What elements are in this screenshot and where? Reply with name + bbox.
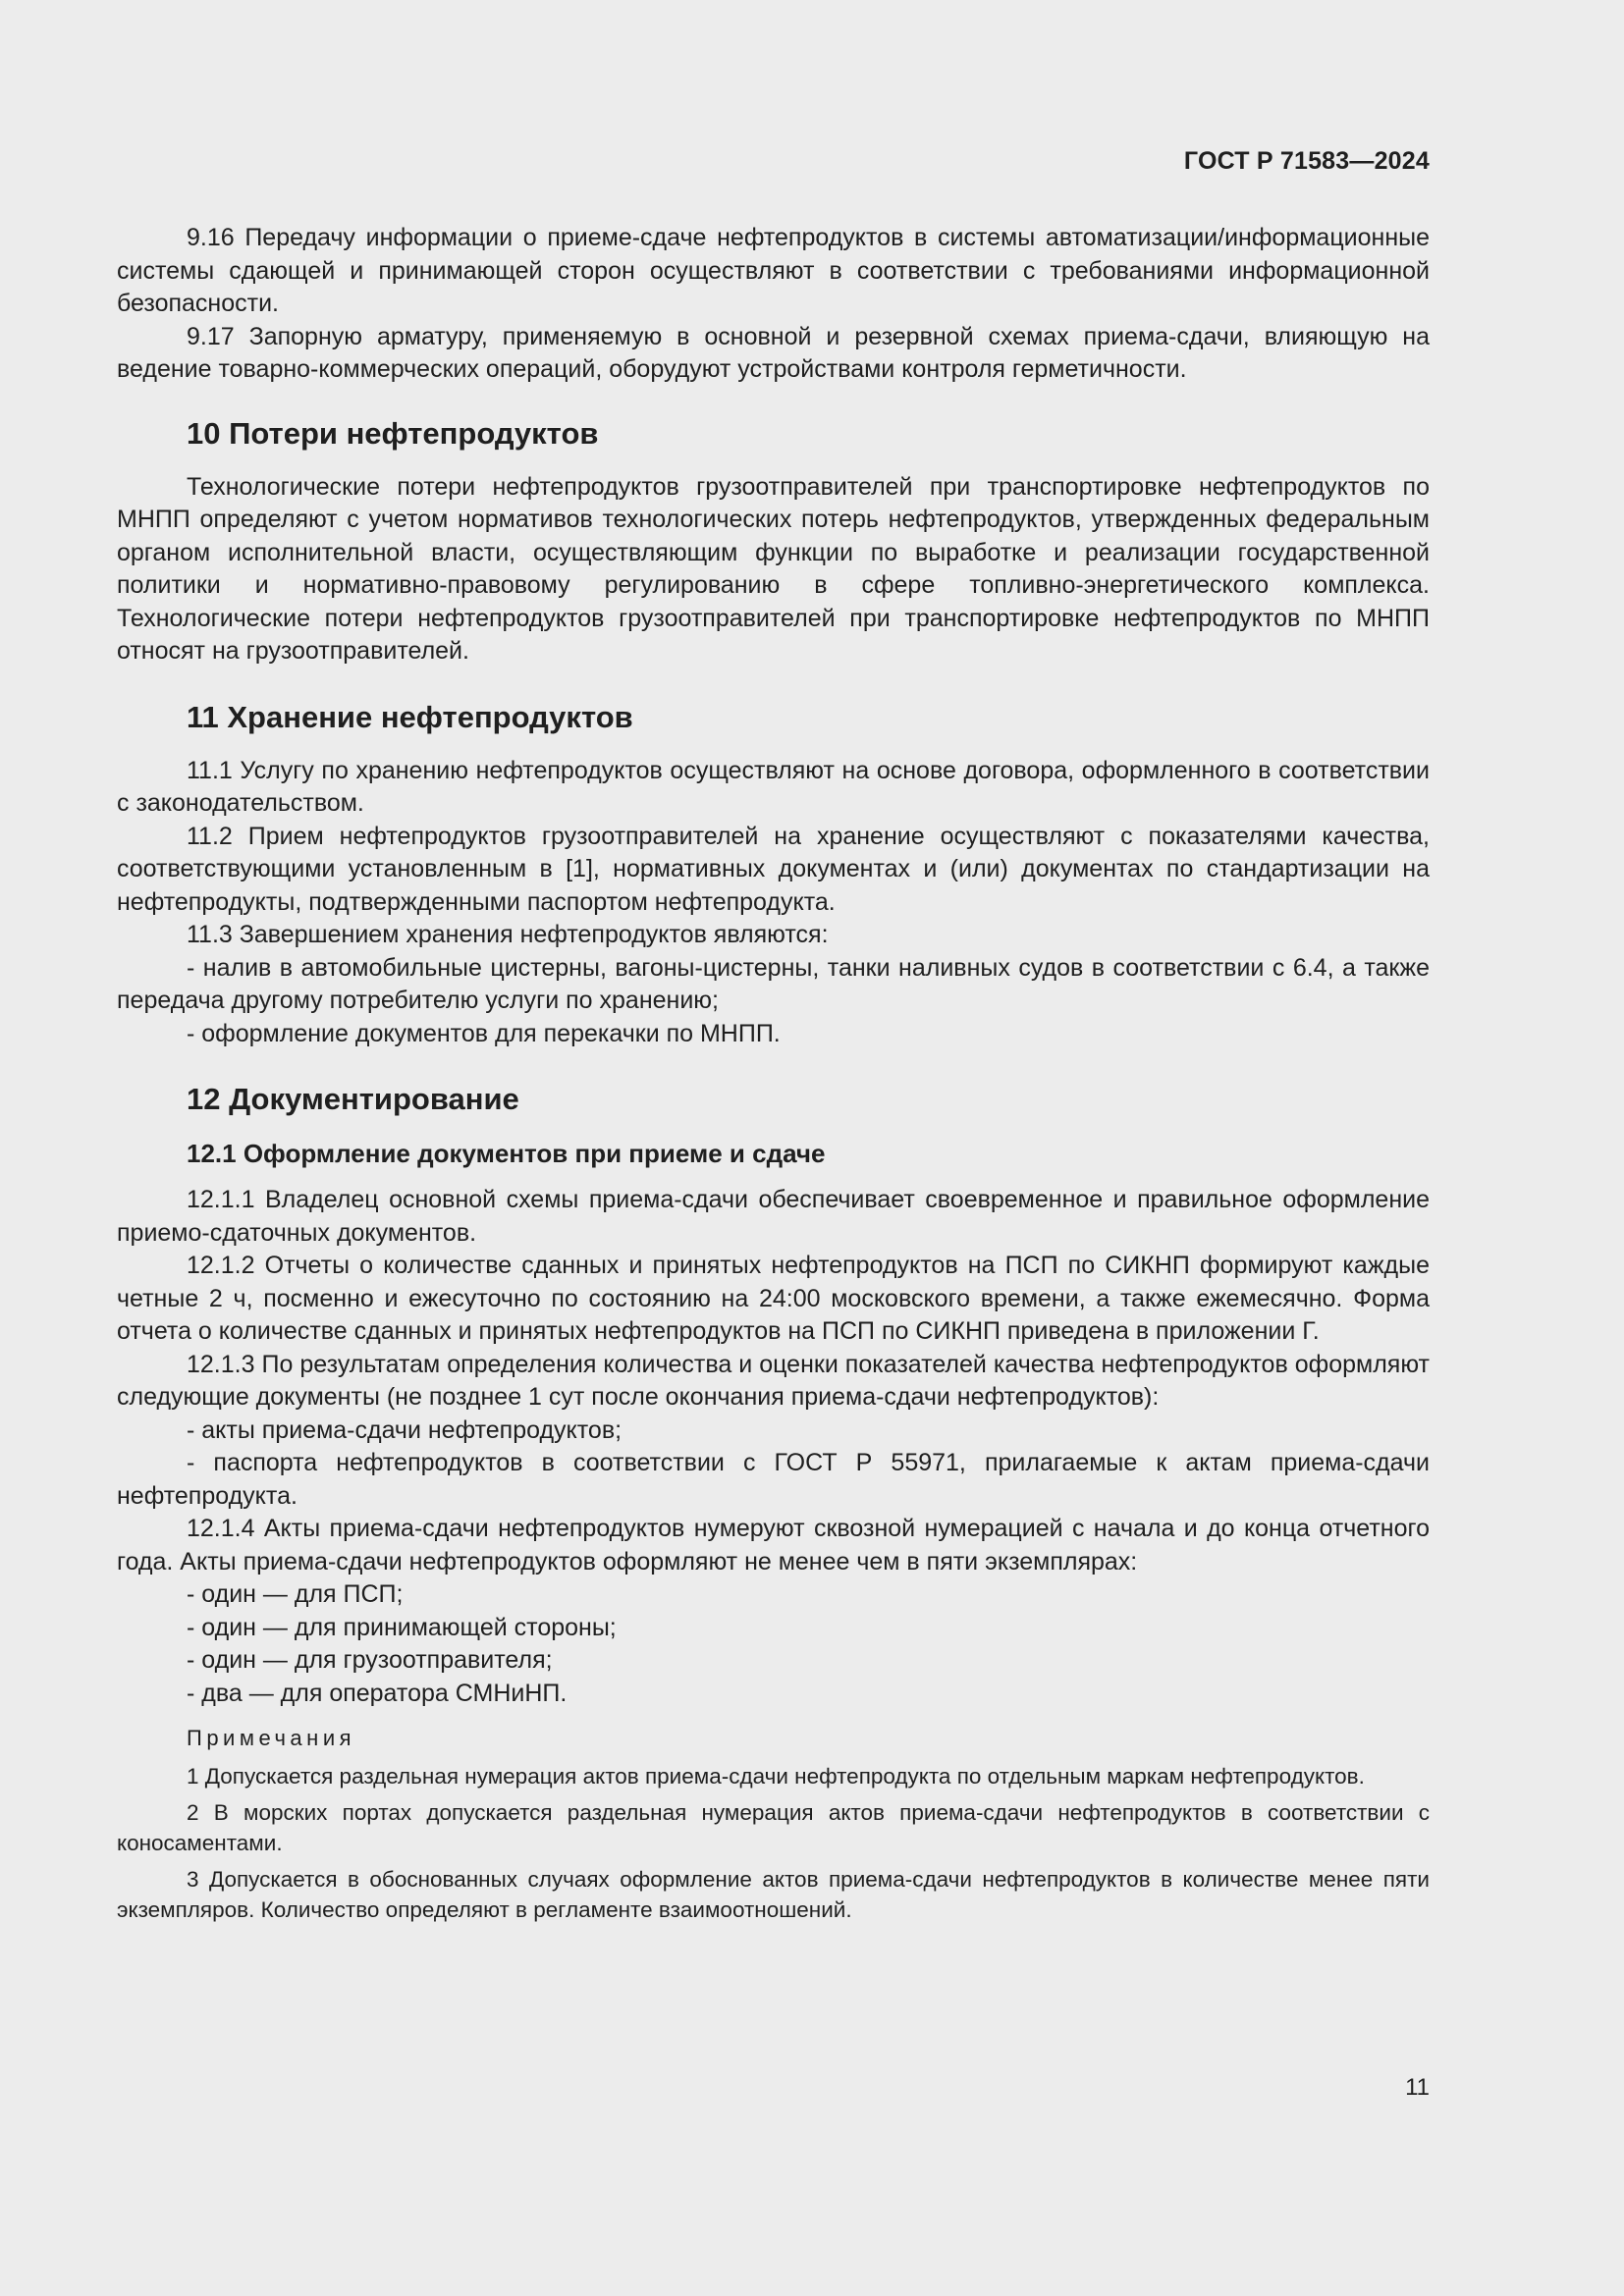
notes-title: Примечания <box>187 1726 356 1750</box>
paragraph-11-3: 11.3 Завершением хранения нефтепродуктов являются: <box>187 921 829 948</box>
paragraph-11-1: 11.1 Услугу по хранению нефтепродуктов осуществляют на основе договора, оформленного в соответствии с законодательством. <box>117 756 1430 817</box>
list-item: - паспорта нефтепродуктов в соответствии с ГОСТ Р 55971, прилагаемые к актам приема-сдачи нефтепродукта. <box>117 1449 1430 1510</box>
paragraph-12-1-4: 12.1.4 Акты приема-сдачи нефтепродуктов нумеруют сквозной нумерацией с начала и до конца отчетного года. Акты приема-сдачи нефтепродуктов оформляют не менее чем в пяти экземплярах: <box>117 1515 1430 1575</box>
list-item: - один — для грузоотправителя; <box>187 1646 553 1674</box>
paragraph-12-1-1: 12.1.1 Владелец основной схемы приема-сдачи обеспечивает своевременное и правильное оформление приемо-сдаточных документов. <box>117 1186 1430 1247</box>
document-header: ГОСТ Р 71583—2024 <box>1183 147 1430 175</box>
list-item: - оформление документов для перекачки по МНПП. <box>187 1019 781 1047</box>
subsection-12-1-title: 12.1 Оформление документов при приеме и сдаче <box>187 1139 826 1168</box>
note-item: 1 Допускается раздельная нумерация актов приема-сдачи нефтепродукта по отдельным маркам нефтепродуктов. <box>187 1764 1365 1789</box>
note-item: 2 В морских портах допускается раздельная нумерация актов приема-сдачи нефтепродуктов в соответствии с коносаментами. <box>117 1800 1430 1855</box>
list-item: - один — для принимающей стороны; <box>187 1613 617 1641</box>
paragraph-9-17: 9.17 Запорную арматуру, применяемую в основной и резервной схемах приема-сдачи, влияющую на ведение товарно-коммерческих операций, оборудуют устройствами контроля герметичности. <box>117 322 1430 383</box>
section-11-title: 11 Хранение нефтепродуктов <box>187 699 633 734</box>
note-item: 3 Допускается в обоснованных случаях оформление актов приема-сдачи нефтепродуктов в количестве менее пяти экземпляров. Количество определяют в регламенте взаимоотношений. <box>117 1867 1430 1922</box>
list-item: - два — для оператора СМНиНП. <box>187 1679 568 1707</box>
section-12-title: 12 Документирование <box>187 1082 519 1116</box>
list-item: - один — для ПСП; <box>187 1580 404 1608</box>
page-number: 11 <box>1405 2074 1430 2101</box>
paragraph-12-1-3: 12.1.3 По результатам определения количества и оценки показателей качества нефтепродуктов оформляют следующие документы (не позднее 1 сут после окончания приема-сдачи нефтепродуктов): <box>117 1350 1430 1411</box>
paragraph-9-16: 9.16 Передачу информации о приеме-сдаче нефтепродуктов в системы автоматизации/информационные системы сдающей и принимающей сторон осуществляют в соответствии с требованиями информационной безопасности. <box>117 224 1430 317</box>
section-10-title: 10 Потери нефтепродуктов <box>187 415 599 451</box>
paragraph-11-2: 11.2 Прием нефтепродуктов грузоотправителей на хранение осуществляют с показателями качества, соответствующими установленным в [1], нормативных документах и (или) документах по стандартизации на нефтепродукты, подтвержденными паспортом нефтепродукта. <box>117 822 1430 916</box>
list-item: - налив в автомобильные цистерны, вагоны-цистерны, танки наливных судов в соответствии с 6.4, а также передача другому потребителю услуги по хранению; <box>117 953 1430 1014</box>
paragraph-12-1-2: 12.1.2 Отчеты о количестве сданных и принятых нефтепродуктов на ПСП по СИКНП формируют каждые четные 2 ч, посменно и ежесуточно по состоянию на 24:00 московского времени, а также ежемесячно. Форма отчета о количестве сданных и принятых нефтепродуктов на ПСП по СИКНП приведена в приложении Г. <box>117 1252 1430 1345</box>
list-item: - акты приема-сдачи нефтепродуктов; <box>187 1415 623 1444</box>
section-10-text: Технологические потери нефтепродуктов грузоотправителей при транспортировке нефтепродуктов по МНПП определяют с учетом нормативов технологических потерь нефтепродуктов, утвержденных федеральным органом исполнительной власти, осуществляющим функции по выработке и реализации государственной политики и нормативно-правовому регулированию в сфере топливно-энергетического комплекса. Технологические потери нефтепродуктов грузоотправителей при транспортировке нефтепродуктов по МНПП относят на грузоотправителей. <box>117 472 1430 665</box>
document-body <box>117 222 1430 1925</box>
